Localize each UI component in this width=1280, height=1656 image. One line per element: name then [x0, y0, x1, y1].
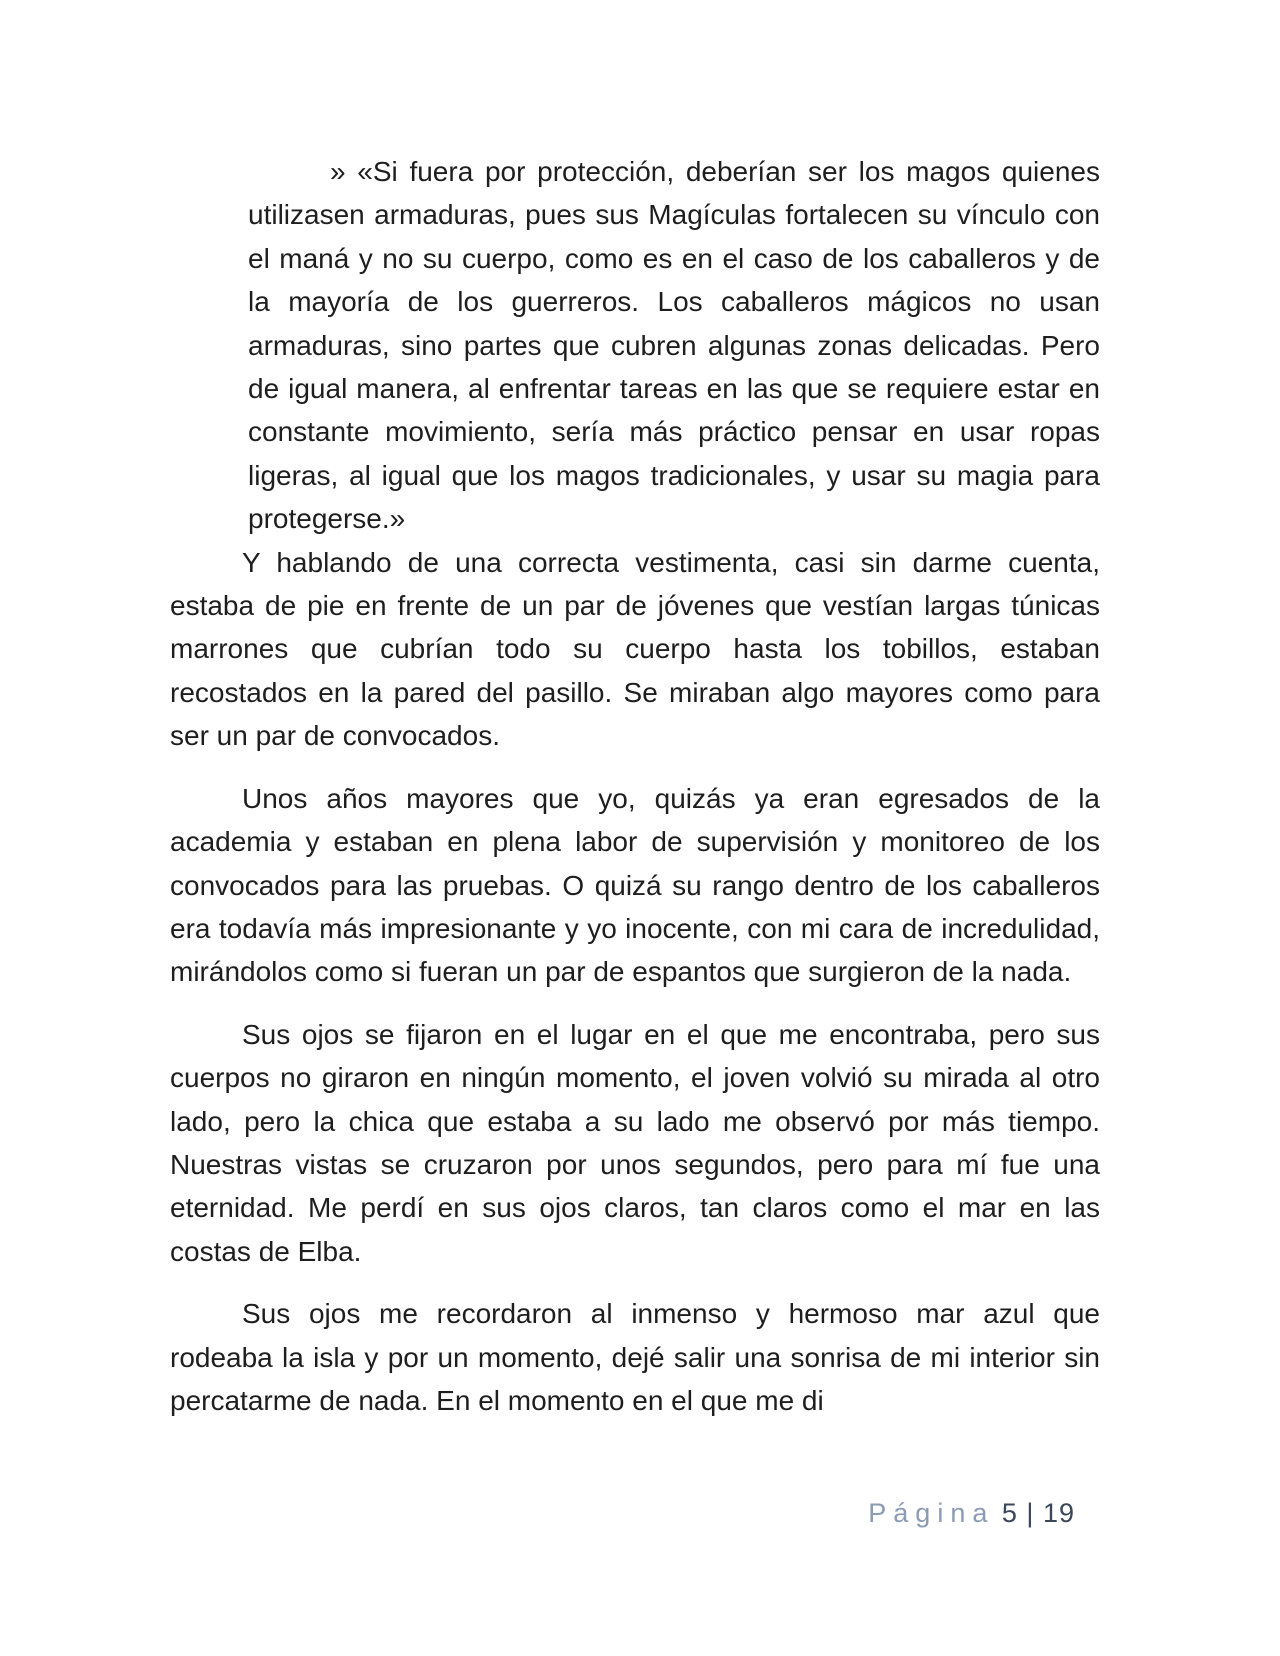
footer-page-number [1002, 1498, 1075, 1528]
paragraph-quote: » «Si fuera por protección, deberían ser los magos quienes utilizasen armaduras, pues sus Magículas fortalecen su vínculo con el maná y no su cuerpo, como es en el caso de los caballeros y de la mayoría de los guerreros. Los caballeros mágicos no usan armaduras, sino partes que cubren algunas zonas delicadas. Pero de igual manera, al enfrentar tareas en las que se requiere estar en constante movimiento, sería más práctico pensar en usar ropas ligeras, al igual que los magos tradicionales, y usar su magia para protegerse.» [248, 156, 1100, 535]
paragraph-body: Sus ojos se fijaron en el lugar en el que me encontraba, pero sus cuerpos no giraron en ningún momento, el joven volvió su mirada al otro lado, pero la chica que estaba a su lado me observó por más tiempo. Nuestras vistas se cruzaron por unos segundos, pero para mí fue una eternidad. Me perdí en sus ojos claros, tan claros como el mar en las costas de Elba. [170, 1018, 1100, 1267]
paragraph-body: Unos años mayores que yo, quizás ya eran egresados de la academia y estaban en plena labor de supervisión y monitoreo de los convocados para las pruebas. O quizá su rango dentro de los caballeros era todavía más impresionante y yo inocente, con mi cara de incredulidad, mirándolos como si fueran un par de espantos que surgieron de la nada. [170, 782, 1100, 988]
footer-total-pages: 19 [1042, 1498, 1075, 1528]
footer-separator: | [1026, 1498, 1035, 1528]
document-body [170, 150, 1100, 1422]
paragraph-body: Y hablando de una correcta vestimenta, casi sin darme cuenta, estaba de pie en frente de un par de jóvenes que vestían largas túnicas marrones que cubrían todo su cuerpo hasta los tobillos, estaban recostados en la pared del pasillo. Se miraban algo mayores como para ser un par de convocados. [170, 546, 1100, 752]
footer-page-label: Página [868, 1498, 995, 1528]
paragraph-body: Sus ojos me recordaron al inmenso y hermoso mar azul que rodeaba la isla y por un momento, dejé salir una sonrisa de mi interior sin percatarme de nada. En el momento en el que me di [170, 1298, 1100, 1416]
page-footer [868, 1498, 1075, 1529]
footer-current-page: 5 [1001, 1498, 1018, 1528]
